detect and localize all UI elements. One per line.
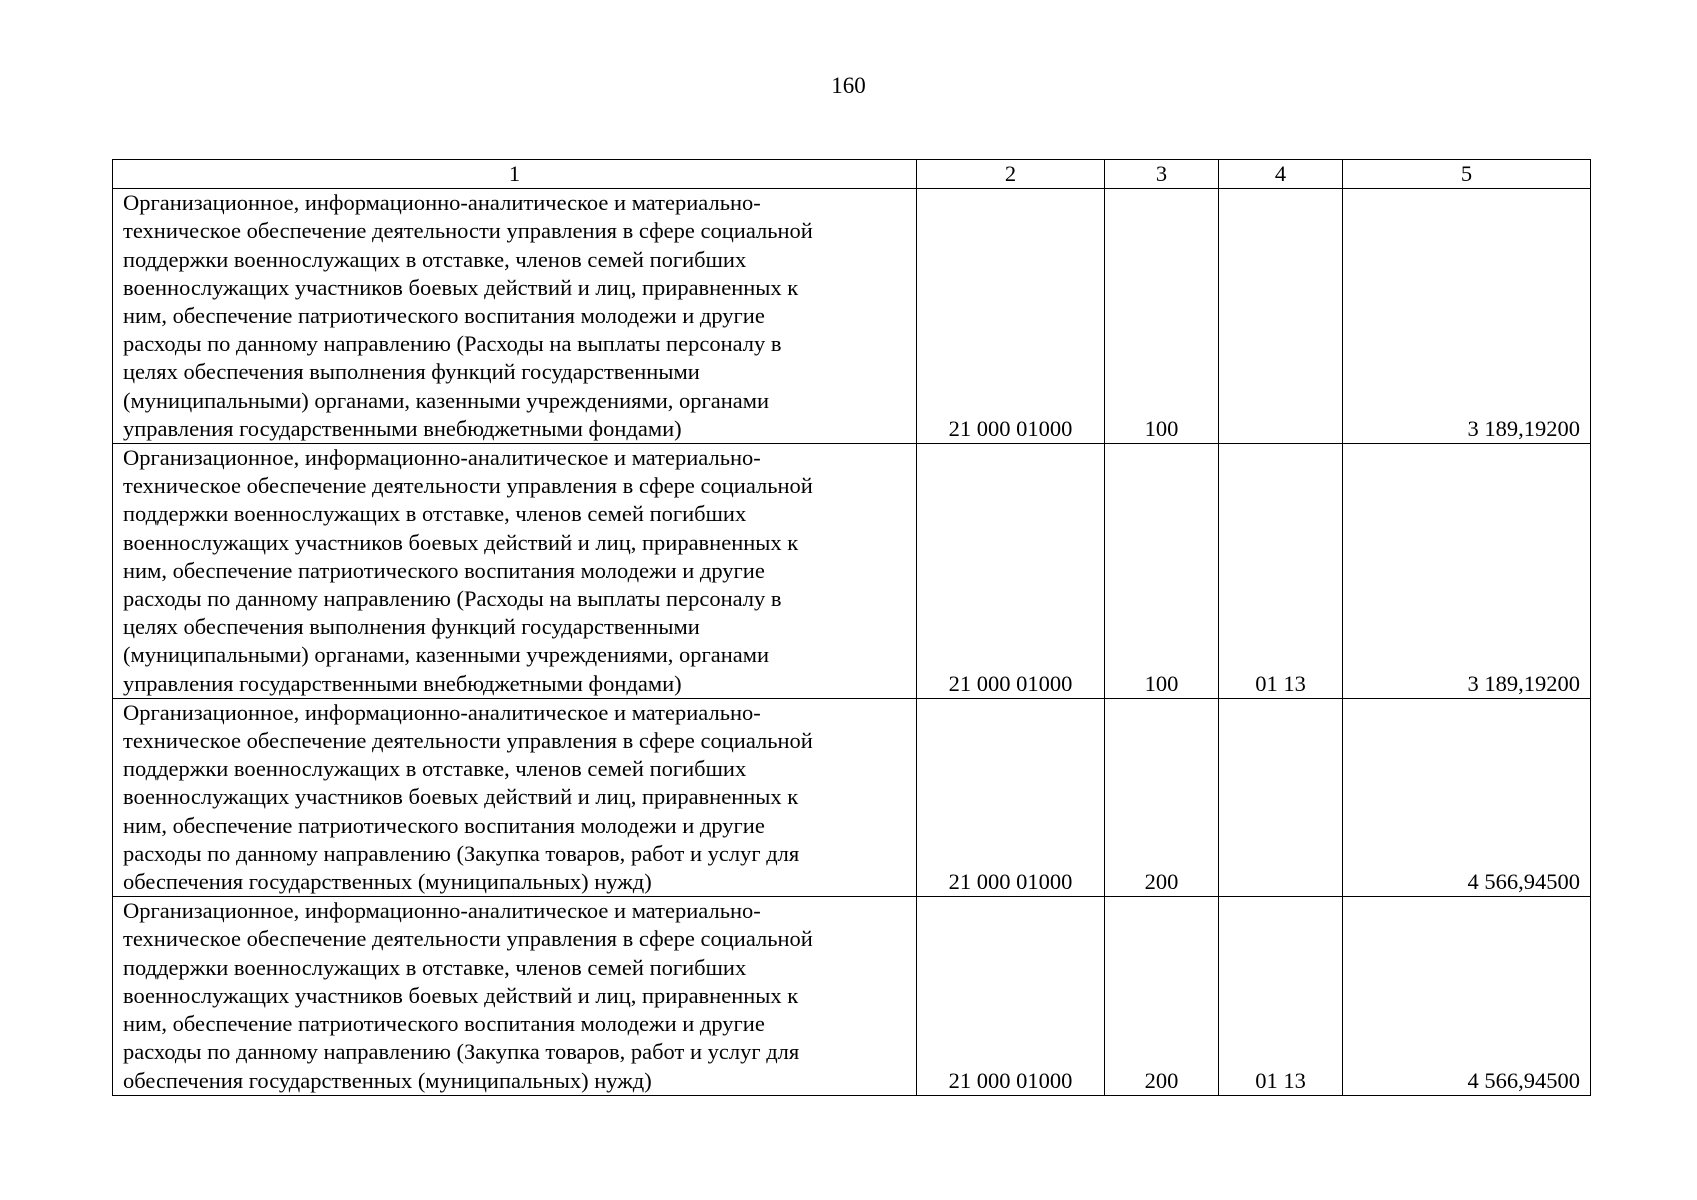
description-line: Организационное, информационно-аналитическое и материально- — [123, 898, 761, 924]
description-line: (муниципальными) органами, казенными учреждениями, органами — [123, 387, 770, 413]
row-expense-type: 100 — [1105, 444, 1219, 699]
row-section-code: 01 13 — [1219, 897, 1343, 1095]
description-line: обеспечения государственных (муниципальных) нужд) — [123, 1067, 652, 1093]
description-line: управления государственными внебюджетными фондами) — [123, 670, 682, 696]
row-target-code: 21 000 01000 — [917, 444, 1105, 699]
description-line: расходы по данному направлению (Расходы на выплаты персоналу в — [123, 586, 782, 612]
budget-table — [112, 159, 1591, 1096]
description-line: военнослужащих участников боевых действий и лиц, приравненных к — [123, 274, 799, 300]
row-amount: 3 189,19200 — [1343, 189, 1591, 444]
description-line: обеспечения государственных (муниципальных) нужд) — [123, 869, 652, 895]
description-line: поддержки военнослужащих в отставке, членов семей погибших — [123, 954, 747, 980]
column-header-4: 4 — [1219, 160, 1343, 189]
table-row — [113, 189, 1591, 444]
row-section-code — [1219, 698, 1343, 896]
row-section-code: 01 13 — [1219, 444, 1343, 699]
description-line: Организационное, информационно-аналитическое и материально- — [123, 190, 761, 216]
row-section-code — [1219, 189, 1343, 444]
description-line: расходы по данному направлению (Закупка товаров, работ и услуг для — [123, 1039, 800, 1065]
row-expense-type: 100 — [1105, 189, 1219, 444]
row-expense-type: 200 — [1105, 698, 1219, 896]
table-row — [113, 897, 1591, 1095]
description-line: военнослужащих участников боевых действий и лиц, приравненных к — [123, 982, 799, 1008]
description-line: военнослужащих участников боевых действий и лиц, приравненных к — [123, 784, 799, 810]
description-line: техническое обеспечение деятельности управления в сфере социальной — [123, 218, 813, 244]
row-target-code: 21 000 01000 — [917, 189, 1105, 444]
column-header-5: 5 — [1343, 160, 1591, 189]
description-line: техническое обеспечение деятельности управления в сфере социальной — [123, 926, 813, 952]
row-description — [113, 897, 917, 1095]
table-row — [113, 698, 1591, 896]
description-line: ним, обеспечение патриотического воспитания молодежи и другие — [123, 1011, 765, 1037]
row-description — [113, 698, 917, 896]
description-line: ним, обеспечение патриотического воспитания молодежи и другие — [123, 557, 765, 583]
row-amount: 3 189,19200 — [1343, 444, 1591, 699]
description-line: техническое обеспечение деятельности управления в сфере социальной — [123, 728, 813, 754]
description-line: поддержки военнослужащих в отставке, членов семей погибших — [123, 756, 747, 782]
description-line: ним, обеспечение патриотического воспитания молодежи и другие — [123, 812, 765, 838]
description-line: техническое обеспечение деятельности управления в сфере социальной — [123, 473, 813, 499]
description-line: (муниципальными) органами, казенными учреждениями, органами — [123, 642, 770, 668]
description-line: расходы по данному направлению (Расходы на выплаты персоналу в — [123, 331, 782, 357]
row-target-code: 21 000 01000 — [917, 698, 1105, 896]
description-line: целях обеспечения выполнения функций государственными — [123, 614, 700, 640]
row-amount: 4 566,94500 — [1343, 698, 1591, 896]
description-line: поддержки военнослужащих в отставке, членов семей погибших — [123, 501, 747, 527]
description-line: военнослужащих участников боевых действий и лиц, приравненных к — [123, 529, 799, 555]
description-line: Организационное, информационно-аналитическое и материально- — [123, 445, 761, 471]
description-line: целях обеспечения выполнения функций государственными — [123, 359, 700, 385]
table-header-row — [113, 160, 1591, 189]
row-description — [113, 444, 917, 699]
row-target-code: 21 000 01000 — [917, 897, 1105, 1095]
column-header-1: 1 — [113, 160, 917, 189]
description-line: Организационное, информационно-аналитическое и материально- — [123, 699, 761, 725]
description-line: управления государственными внебюджетными фондами) — [123, 415, 682, 441]
row-description — [113, 189, 917, 444]
row-amount: 4 566,94500 — [1343, 897, 1591, 1095]
description-line: расходы по данному направлению (Закупка товаров, работ и услуг для — [123, 840, 800, 866]
description-line: поддержки военнослужащих в отставке, членов семей погибших — [123, 246, 747, 272]
page-number: 160 — [831, 73, 866, 98]
column-header-3: 3 — [1105, 160, 1219, 189]
table-row — [113, 444, 1591, 699]
column-header-2: 2 — [917, 160, 1105, 189]
description-line: ним, обеспечение патриотического воспитания молодежи и другие — [123, 303, 765, 329]
row-expense-type: 200 — [1105, 897, 1219, 1095]
